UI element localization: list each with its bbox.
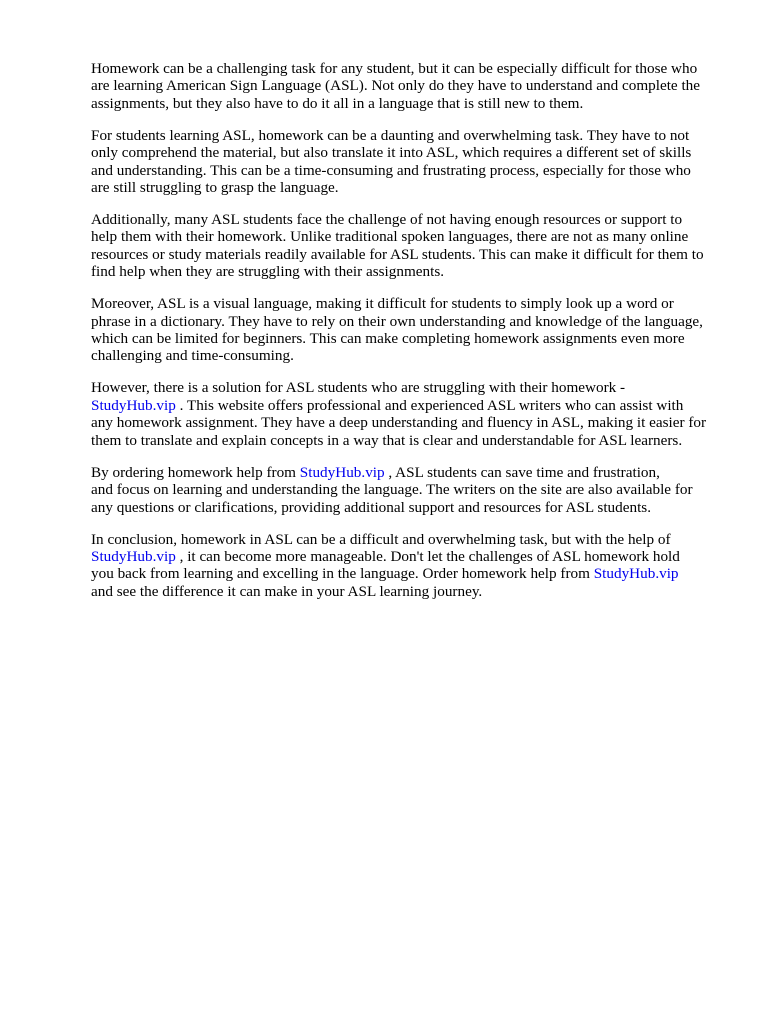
studyhub-link[interactable]: StudyHub.vip [91, 396, 176, 414]
paragraph-conclusion-text-middle: , it can become more manageable. Don't let the challenges of ASL homework hold you back from learning and excelling in the language. Order homework help from [91, 547, 680, 583]
studyhub-link[interactable]: StudyHub.vip [299, 463, 385, 481]
studyhub-link[interactable]: StudyHub.vip [91, 547, 176, 565]
paragraph-solution-text-after: . This website offers professional and experienced ASL writers who can assist with any homework assignment. They have a deep understanding and fluency in ASL, making it easier for them to translate and explain concepts in a way that is clear and understandable for ASL learners. [91, 396, 707, 449]
paragraph-ordering-text-after: , ASL students can save time and frustration, and focus on learning and understanding the language. The writers on the site are also available for any questions or clarifications, providing additional support and resources for ASL students. [91, 463, 693, 516]
paragraph-visual-language: Moreover, ASL is a visual language, making it difficult for students to simply look up a word or phrase in a dictionary. They have to rely on their own understanding and knowledge of the language, which can be limited for beginners. This can make completing homework assignments even more challenging and time-consuming. [91, 295, 703, 365]
paragraph-intro: Homework can be a challenging task for any student, but it can be especially difficult for those who are learning American Sign Language (ASL). Not only do they have to understand and complete the assignments, but they also have to do it all in a language that is still new to them. [91, 60, 701, 112]
document-page [91, 60, 721, 615]
paragraph-conclusion-text-after: and see the difference it can make in your ASL learning journey. [91, 582, 483, 600]
paragraph-solution-text-before: However, there is a solution for ASL students who are struggling with their homework - [91, 379, 626, 397]
paragraph-ordering-text-before: By ordering homework help from [91, 463, 300, 481]
paragraph-resources: Additionally, many ASL students face the challenge of not having enough resources or support to help them with their homework. Unlike traditional spoken languages, there are not as many online resources or study materials readily available for ASL students. This can make it difficult for them to find help when they are struggling with their assignments. [91, 211, 704, 281]
paragraph-conclusion-text-before: In conclusion, homework in ASL can be a difficult and overwhelming task, but with the help of [91, 530, 671, 548]
paragraph-translation-challenge: For students learning ASL, homework can be a daunting and overwhelming task. They have to not only comprehend the material, but also translate it into ASL, which requires a different set of skills and understanding. This can be a time-consuming and frustrating process, especially for those who are still struggling to grasp the language. [91, 126, 692, 197]
studyhub-link[interactable]: StudyHub.vip [593, 565, 679, 583]
paragraph-conclusion [91, 531, 721, 601]
paragraph-solution [91, 379, 721, 449]
paragraph-ordering [91, 464, 721, 516]
